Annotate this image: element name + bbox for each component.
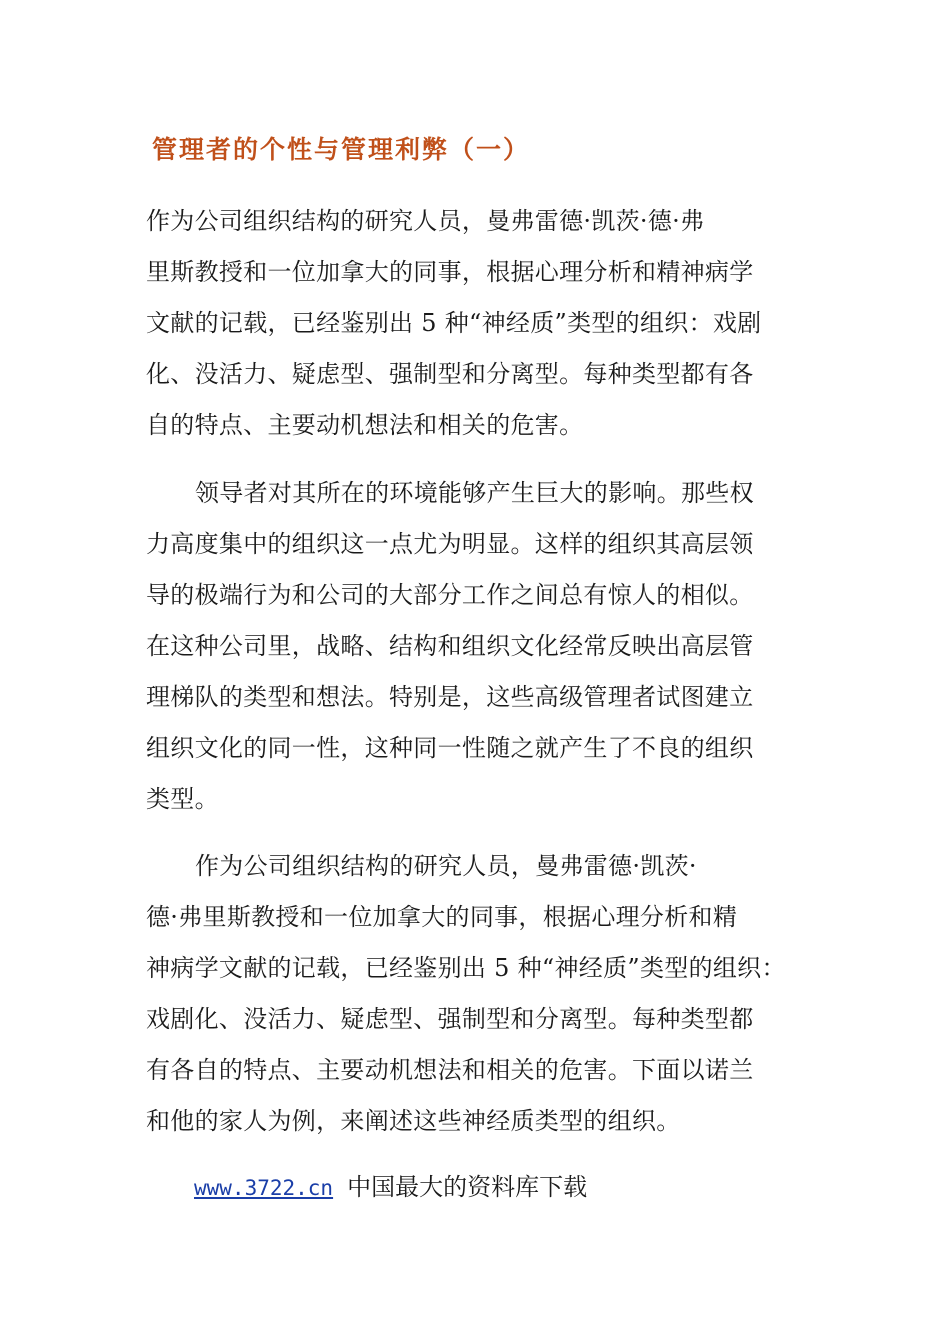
paragraph-line: 戏剧化、没活力、疑虑型、强制型和分离型。每种类型都 xyxy=(146,1005,754,1033)
document-title: 管理者的个性与管理利弊（一） xyxy=(152,135,531,164)
paragraph-line: 领导者对其所在的环境能够产生巨大的影响。那些权 xyxy=(195,479,754,507)
paragraph-line: 作为公司组织结构的研究人员，曼弗雷德·凯茨· xyxy=(195,852,697,880)
paragraph-line: 自的特点、主要动机想法和相关的危害。 xyxy=(146,411,584,439)
paragraph-line: 神病学文献的记载，已经鉴别出 5 种“神经质”类型的组织： xyxy=(146,954,786,982)
website-link[interactable]: www.3722.cn xyxy=(194,1176,334,1200)
paragraph-line: 类型。 xyxy=(146,785,219,813)
paragraph-line: 化、没活力、疑虑型、强制型和分离型。每种类型都有各 xyxy=(146,360,754,388)
paragraph-line: 里斯教授和一位加拿大的同事，根据心理分析和精神病学 xyxy=(146,258,754,286)
paragraph-3 xyxy=(146,841,846,1147)
paragraph-line: 力高度集中的组织这一点尤为明显。这样的组织其高层领 xyxy=(146,530,754,558)
paragraph-line: 作为公司组织结构的研究人员，曼弗雷德·凯茨·德·弗 xyxy=(146,207,705,235)
paragraph-line: 和他的家人为例，来阐述这些神经质类型的组织。 xyxy=(146,1107,681,1135)
paragraph-line: 在这种公司里，战略、结构和组织文化经常反映出高层管 xyxy=(146,632,754,660)
paragraph-line: 德·弗里斯教授和一位加拿大的同事，根据心理分析和精 xyxy=(146,903,738,931)
paragraph-line: 导的极端行为和公司的大部分工作之间总有惊人的相似。 xyxy=(146,581,754,609)
paragraph-line: 理梯队的类型和想法。特别是，这些高级管理者试图建立 xyxy=(146,683,754,711)
paragraph-line: 文献的记载，已经鉴别出 5 种“神经质”类型的组织：戏剧 xyxy=(146,309,762,337)
paragraph-1 xyxy=(146,196,846,451)
footer-text: 中国最大的资料库下载 xyxy=(347,1173,588,1201)
paragraph-line: 组织文化的同一性，这种同一性随之就产生了不良的组织 xyxy=(146,734,754,762)
paragraph-line: 有各自的特点、主要动机想法和相关的危害。下面以诺兰 xyxy=(146,1056,754,1084)
paragraph-2 xyxy=(146,468,846,825)
footer xyxy=(194,1162,587,1214)
